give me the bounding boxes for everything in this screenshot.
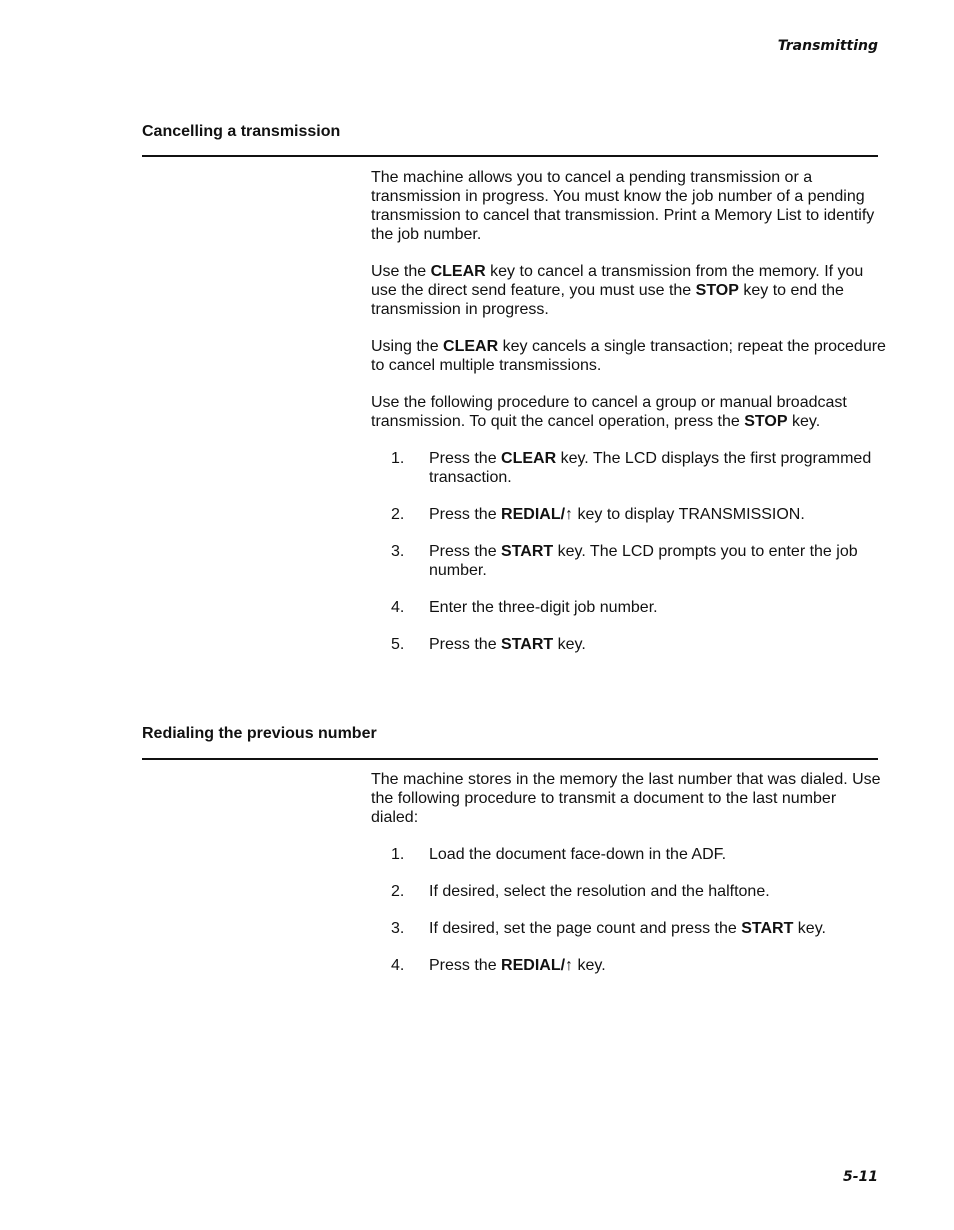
step-number: 1. bbox=[391, 846, 405, 863]
steps-list bbox=[371, 845, 886, 975]
key-name: START bbox=[741, 920, 794, 937]
step-text: Press the REDIAL/↑ key. bbox=[429, 957, 606, 974]
key-name: CLEAR bbox=[443, 338, 499, 355]
body-paragraph: The machine stores in the memory the last number that was dialed. Use the following procedure to transmit a document to the last number dialed: bbox=[371, 771, 881, 826]
step-text: Press the START key. bbox=[429, 636, 586, 653]
key-name: REDIAL/↑ bbox=[501, 957, 574, 974]
step-text: Press the REDIAL/↑ key to display TRANSMISSION. bbox=[429, 506, 805, 523]
step-number: 5. bbox=[391, 636, 405, 653]
paragraphs bbox=[371, 770, 886, 827]
section-title-cancelling: Cancelling a transmission bbox=[142, 123, 341, 140]
section-body-redialing bbox=[371, 770, 886, 993]
step-number: 2. bbox=[391, 883, 405, 900]
step-item bbox=[371, 542, 886, 580]
body-paragraph: Use the CLEAR key to cancel a transmission from the memory. If you use the direct send feature, you must use the STOP key to end the transmission in progress. bbox=[371, 263, 864, 318]
steps-list bbox=[371, 449, 886, 654]
body-paragraph: The machine allows you to cancel a pending transmission or a transmission in progress. You must know the job number of a pending transmission to cancel that transmission. Print a Memory List to identify the job number. bbox=[371, 169, 875, 243]
step-number: 4. bbox=[391, 599, 405, 616]
step-number: 3. bbox=[391, 543, 405, 560]
page-number: 5-11 bbox=[842, 1169, 878, 1185]
key-name: START bbox=[501, 543, 554, 560]
step-item bbox=[371, 882, 886, 901]
step-text: Press the CLEAR key. The LCD displays the first programmed transaction. bbox=[429, 450, 872, 486]
key-name: STOP bbox=[744, 413, 788, 430]
section-title-redialing: Redialing the previous number bbox=[142, 725, 377, 742]
step-item bbox=[371, 505, 886, 524]
step-item bbox=[371, 449, 886, 487]
step-item bbox=[371, 635, 886, 654]
step-item bbox=[371, 956, 886, 975]
key-name: STOP bbox=[695, 282, 739, 299]
step-text: Load the document face-down in the ADF. bbox=[429, 846, 727, 863]
step-item bbox=[371, 919, 886, 938]
step-text: If desired, set the page count and press the START key. bbox=[429, 920, 826, 937]
step-text: Enter the three-digit job number. bbox=[429, 599, 658, 616]
key-name: REDIAL/↑ bbox=[501, 506, 574, 523]
body-paragraph: Using the CLEAR key cancels a single transaction; repeat the procedure to cancel multiple transmissions. bbox=[371, 338, 886, 374]
step-number: 2. bbox=[391, 506, 405, 523]
running-head: Transmitting bbox=[777, 38, 878, 54]
section-divider bbox=[142, 758, 878, 760]
body-paragraph: Use the following procedure to cancel a group or manual broadcast transmission. To quit the cancel operation, press the STOP key. bbox=[371, 394, 847, 430]
key-name: START bbox=[501, 636, 554, 653]
step-text: If desired, select the resolution and the halftone. bbox=[429, 883, 770, 900]
step-number: 4. bbox=[391, 957, 405, 974]
step-number: 3. bbox=[391, 920, 405, 937]
step-item bbox=[371, 845, 886, 864]
section-divider bbox=[142, 155, 878, 157]
step-text: Press the START key. The LCD prompts you to enter the job number. bbox=[429, 543, 858, 579]
key-name: CLEAR bbox=[430, 263, 486, 280]
paragraphs bbox=[371, 168, 886, 431]
step-item bbox=[371, 598, 886, 617]
section-body-cancelling bbox=[371, 168, 886, 672]
step-number: 1. bbox=[391, 450, 405, 467]
key-name: CLEAR bbox=[501, 450, 557, 467]
